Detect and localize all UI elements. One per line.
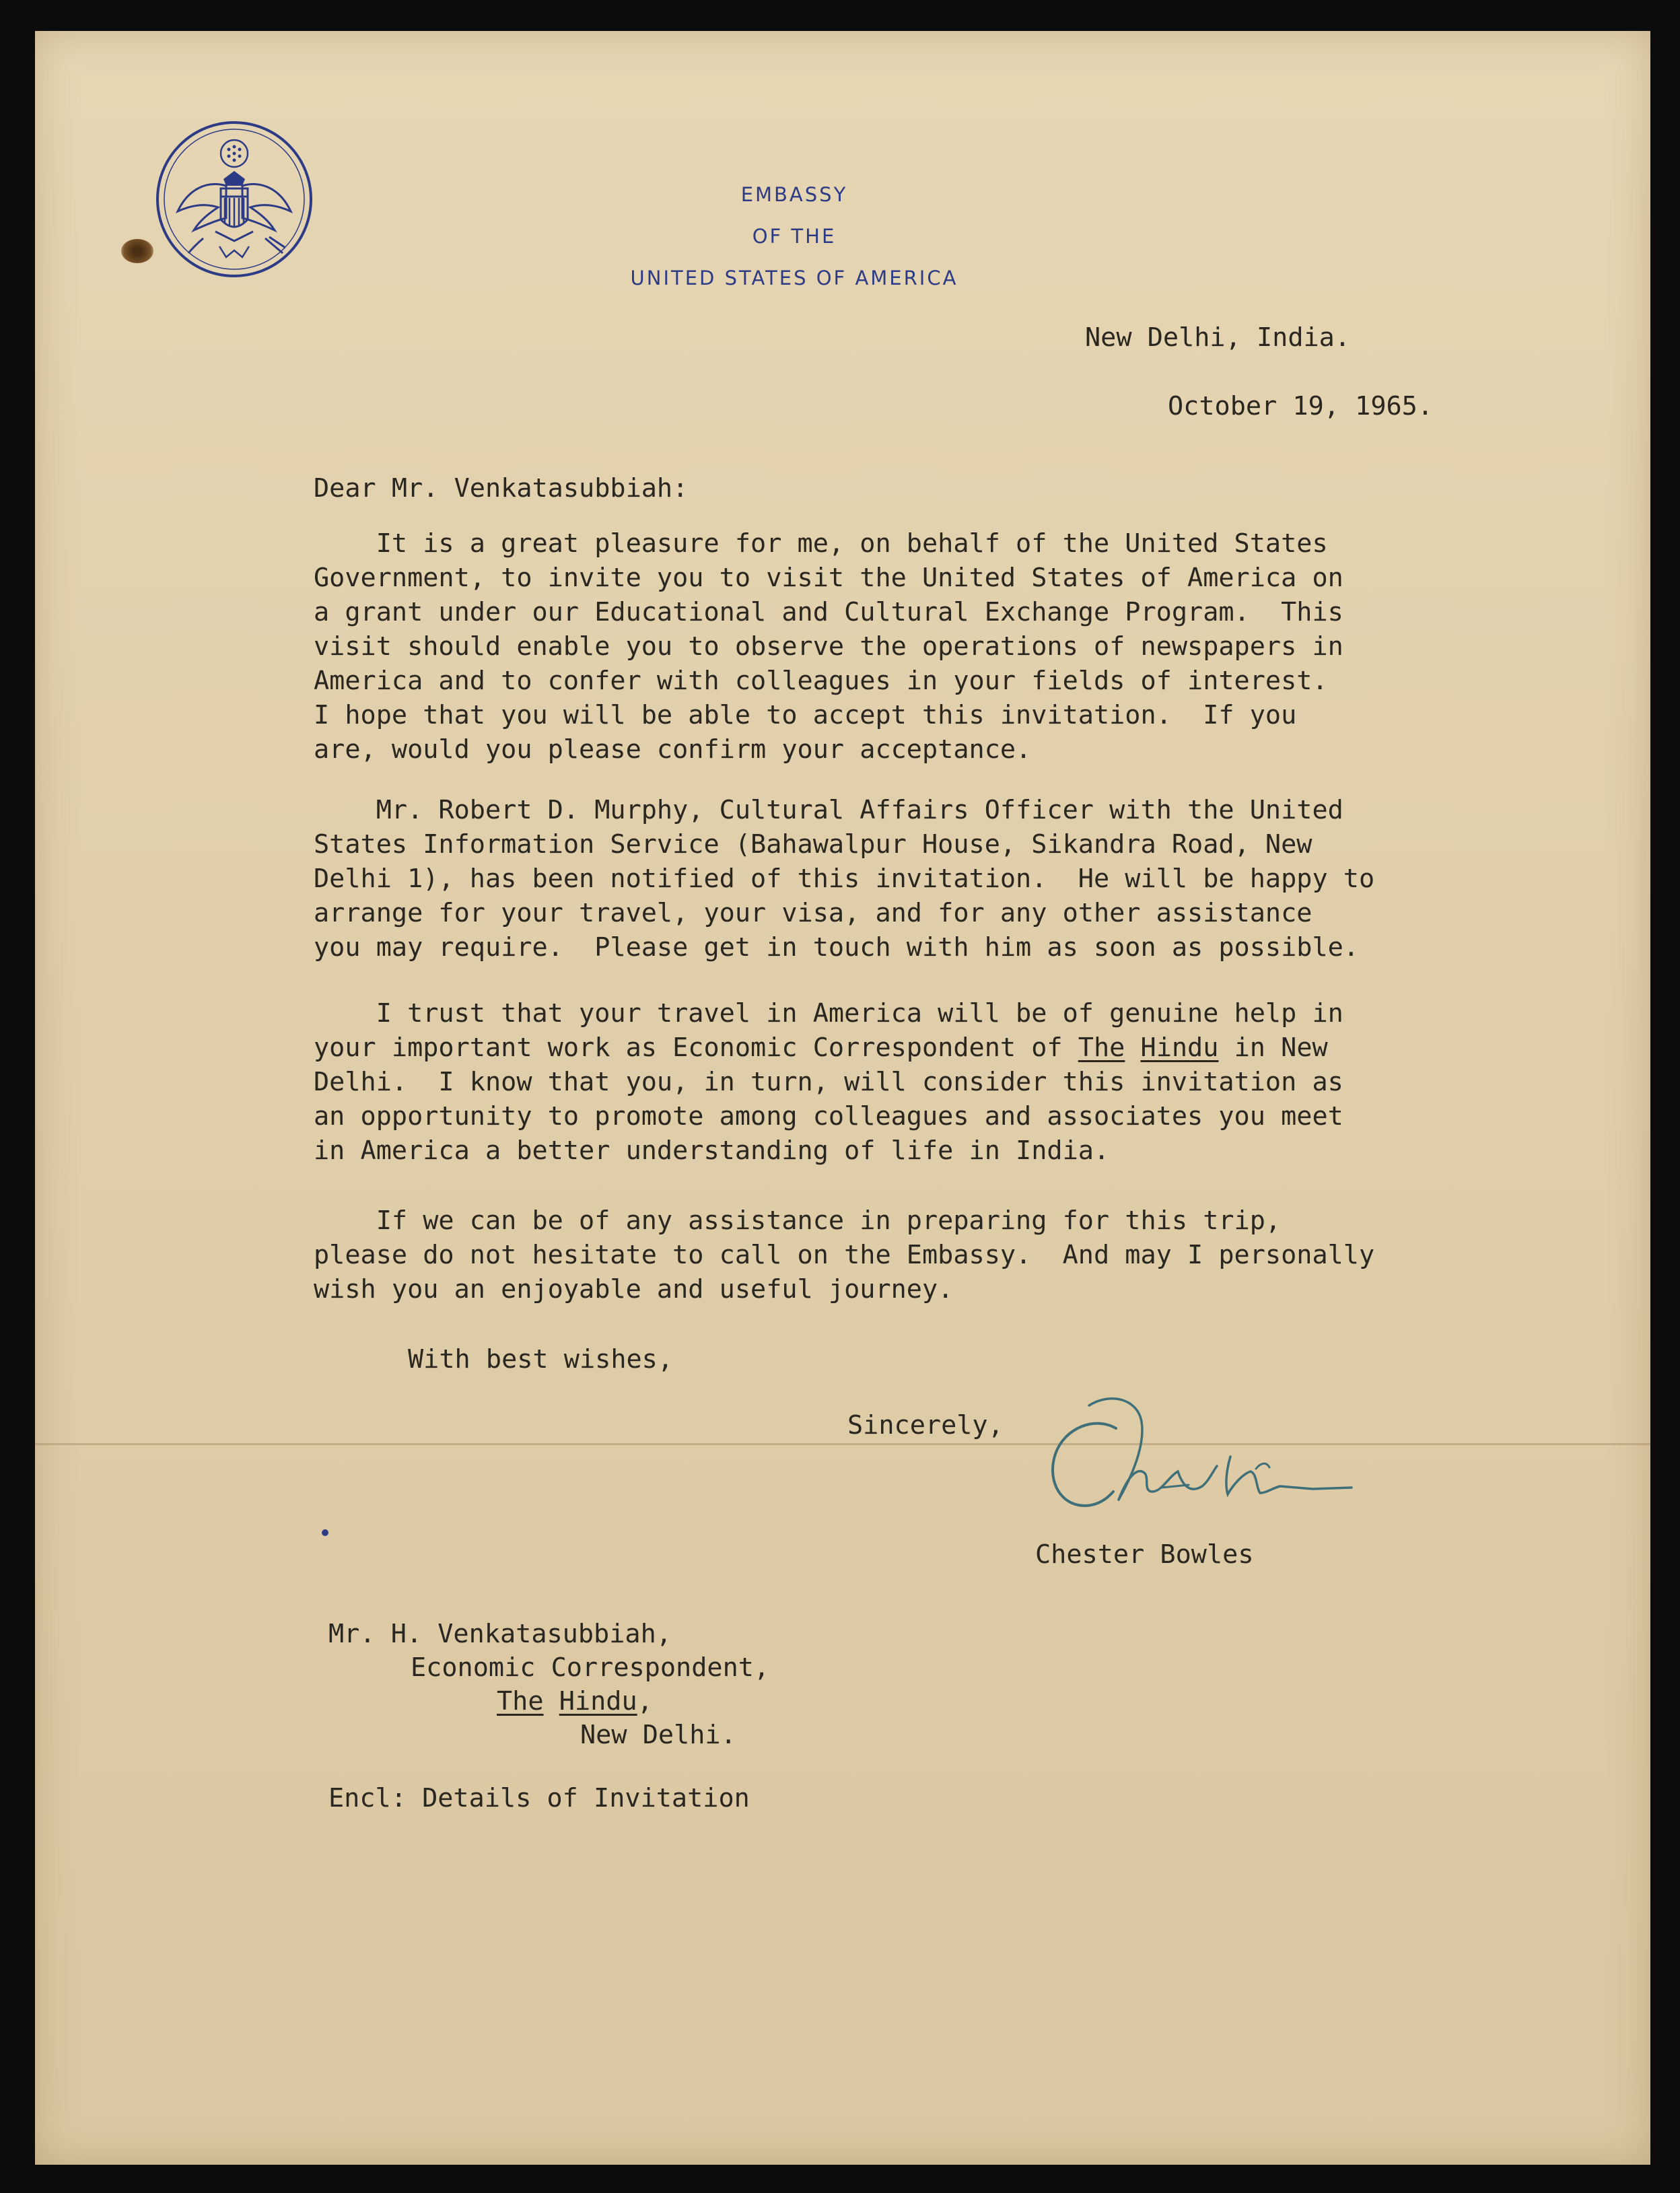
paragraph-4-line: please do not hesitate to call on the Embassy. And may I personally bbox=[314, 1240, 1375, 1270]
paragraph-2-line: arrange for your travel, your visa, and for any other assistance bbox=[314, 898, 1312, 928]
paragraph-4-line: If we can be of any assistance in preparing for this trip, bbox=[314, 1206, 1282, 1236]
place-line: New Delhi, India. bbox=[1085, 322, 1351, 353]
paragraph-3-line: I trust that your travel in America will be of genuine help in bbox=[314, 998, 1343, 1029]
paper-stain bbox=[121, 239, 153, 263]
paragraph-2-line: you may require. Please get in touch with him as soon as possible. bbox=[314, 932, 1359, 963]
newspaper-the: The bbox=[1078, 1033, 1125, 1063]
paragraph-3-line: in America a better understanding of life in India. bbox=[314, 1136, 1110, 1166]
paragraph-3-line bbox=[314, 1031, 1343, 1065]
paragraph-3 bbox=[314, 996, 1343, 1168]
letterhead-line-of-the: OF THE bbox=[752, 225, 837, 248]
newspaper-hindu: Hindu bbox=[1140, 1033, 1219, 1063]
paragraph-1 bbox=[314, 526, 1343, 767]
paragraph-2-line: States Information Service (Bahawalpur House, Sikandra Road, New bbox=[314, 829, 1312, 860]
address-city: New Delhi. bbox=[580, 1720, 736, 1750]
paragraph-1-line: America and to confer with colleagues in your fields of interest. bbox=[314, 666, 1328, 696]
paragraph-3-text: in New bbox=[1218, 1033, 1328, 1063]
paragraph-4-line: wish you an enjoyable and useful journey. bbox=[314, 1274, 954, 1304]
paragraph-1-line: are, would you please confirm your acceptance. bbox=[314, 734, 1032, 765]
paragraph-1-line: visit should enable you to observe the operations of newspapers in bbox=[314, 631, 1343, 662]
address-newspaper bbox=[497, 1684, 653, 1718]
paragraph-3-text: your important work as Economic Correspondent of bbox=[314, 1033, 1078, 1063]
paragraph-1-line: It is a great pleasure for me, on behalf of the United States bbox=[314, 528, 1328, 559]
paragraph-3-line: an opportunity to promote among colleagues and associates you meet bbox=[314, 1101, 1343, 1132]
paragraph-2-line: Mr. Robert D. Murphy, Cultural Affairs Officer with the United bbox=[314, 795, 1343, 825]
date-line: October 19, 1965. bbox=[1168, 391, 1434, 421]
sign-off: Sincerely, bbox=[847, 1410, 1004, 1440]
address-title: Economic Correspondent, bbox=[411, 1652, 770, 1683]
address-comma: , bbox=[637, 1686, 653, 1716]
paragraph-1-line: Government, to invite you to visit the United States of America on bbox=[314, 563, 1343, 593]
handwritten-signature bbox=[1030, 1387, 1420, 1548]
newspaper-the: The bbox=[497, 1686, 544, 1716]
ink-dot bbox=[322, 1529, 328, 1536]
letterhead bbox=[606, 174, 983, 299]
signer-name: Chester Bowles bbox=[1035, 1539, 1254, 1570]
paragraph-2-line: Delhi 1), has been notified of this invitation. He will be happy to bbox=[314, 864, 1375, 894]
salutation: Dear Mr. Venkatasubbiah: bbox=[314, 473, 689, 503]
newspaper-hindu: Hindu bbox=[559, 1686, 637, 1716]
paragraph-3-line: Delhi. I know that you, in turn, will consider this invitation as bbox=[314, 1067, 1343, 1097]
paragraph-2 bbox=[314, 793, 1374, 965]
closing-wishes: With best wishes, bbox=[408, 1344, 674, 1374]
enclosure-line: Encl: Details of Invitation bbox=[328, 1783, 750, 1813]
paragraph-1-line: I hope that you will be able to accept this invitation. If you bbox=[314, 700, 1297, 730]
letterhead-line-usa: UNITED STATES OF AMERICA bbox=[630, 267, 958, 289]
paragraph-4 bbox=[314, 1204, 1374, 1307]
paragraph-1-line: a grant under our Educational and Cultural Exchange Program. This bbox=[314, 597, 1343, 627]
letterhead-line-embassy: EMBASSY bbox=[740, 183, 848, 206]
great-seal-icon bbox=[153, 118, 315, 280]
address-name: Mr. H. Venkatasubbiah, bbox=[328, 1619, 672, 1649]
